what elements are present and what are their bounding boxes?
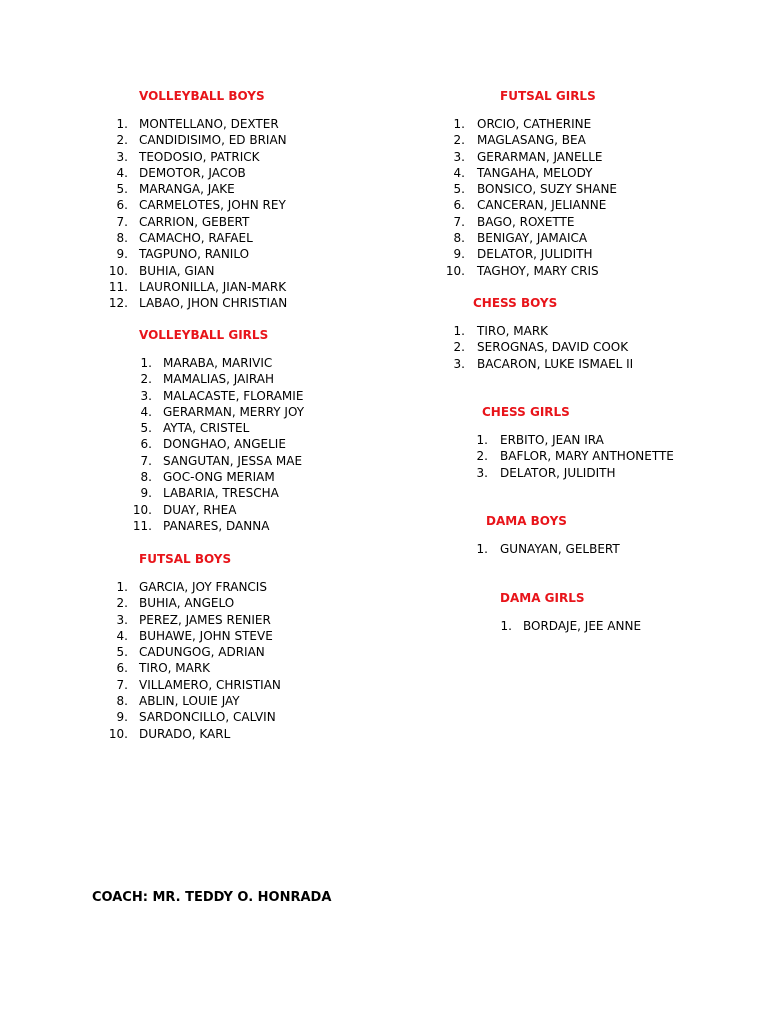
player-name: DUAY, RHEA [163,502,237,517]
player-number: 8. [140,470,152,485]
player-name: DONGHAO, ANGELIE [163,437,286,452]
player-number: 1. [476,542,488,556]
player-name: TANGAHA, MELODY [477,165,593,180]
player-name: MALACASTE, FLORAMIE [163,388,304,403]
player-name: ERBITO, JEAN IRA [500,433,604,447]
player-name: TIRO, MARK [139,661,211,676]
player-number: 12. [108,296,128,311]
player-name: DEMOTOR, JACOB [139,165,246,180]
player-name: GOC-ONG MERIAM [163,470,275,485]
player-name: LAURONILLA, JIAN-MARK [139,279,287,294]
player-name: BAGO, ROXETTE [477,214,575,229]
player-number: 10. [445,263,465,278]
section-title: VOLLEYBALL BOYS [139,89,265,103]
player-name: BAFLOR, MARY ANTHONETTE [500,449,674,464]
player-name: MAGLASANG, BEA [477,133,586,148]
player-name: BUHIA, ANGELO [139,596,235,611]
player-name: TEODOSIO, PATRICK [139,149,260,164]
player-number: 1. [500,619,512,633]
player-name: SANGUTAN, JESSA MAE [163,453,303,468]
player-number: 1. [453,324,465,338]
player-number: 1. [116,117,128,131]
player-number: 2. [453,133,465,148]
player-number: 11. [132,518,152,533]
player-number: 6. [116,198,128,213]
player-name: TIRO, MARK [477,324,549,338]
coach-line: COACH: MR. TEDDY O. HONRADA [92,890,332,905]
player-number: 7. [116,214,128,229]
player-name: MARANGA, JAKE [139,182,235,197]
player-name: LABARIA, TRESCHA [163,486,279,501]
player-number: 5. [140,421,152,436]
player-number: 7. [116,677,128,692]
player-number: 8. [453,231,465,246]
player-number: 8. [116,694,128,709]
player-number: 5. [453,182,465,197]
player-number: 3. [140,388,152,403]
player-name: DURADO, KARL [139,726,231,741]
player-number: 6. [116,661,128,676]
player-number: 9. [116,710,128,725]
player-name: MAMALIAS, JAIRAH [163,372,274,387]
section-title: CHESS BOYS [473,296,558,310]
player-number: 1. [476,433,488,447]
player-number: 2. [453,340,465,355]
player-name: BENIGAY, JAMAICA [477,231,588,246]
player-number: 6. [140,437,152,452]
player-number: 1. [140,356,152,370]
player-name: BONSICO, SUZY SHANE [477,182,618,197]
player-name: ORCIO, CATHERINE [477,117,592,131]
player-name: MONTELLANO, DEXTER [139,117,279,131]
player-number: 3. [116,149,128,164]
player-name: BORDAJE, JEE ANNE [523,619,642,633]
player-name: MARABA, MARIVIC [163,356,273,370]
player-name: CARMELOTES, JOHN REY [139,198,286,213]
player-number: 10. [132,502,152,517]
player-name: CARRION, GEBERT [139,214,250,229]
player-number: 7. [140,453,152,468]
player-number: 7. [453,214,465,229]
player-name: VILLAMERO, CHRISTIAN [139,677,281,692]
player-number: 1. [116,580,128,594]
player-number: 4. [116,165,128,180]
player-number: 5. [116,182,128,197]
player-number: 2. [140,372,152,387]
player-number: 10. [108,726,128,741]
player-name: BACARON, LUKE ISMAEL II [477,356,634,371]
player-name: GARCIA, JOY FRANCIS [139,580,267,594]
player-name: BUHIA, GIAN [139,263,215,278]
player-number: 2. [116,133,128,148]
player-number: 4. [453,165,465,180]
player-number: 2. [476,449,488,464]
section-title: FUTSAL BOYS [139,552,232,566]
player-number: 11. [108,279,128,294]
section-title: DAMA BOYS [486,514,567,528]
section-title: VOLLEYBALL GIRLS [139,328,269,342]
player-number: 3. [453,356,465,371]
player-name: LABAO, JHON CHRISTIAN [139,296,288,311]
section-title: CHESS GIRLS [482,405,570,419]
player-name: DELATOR, JULIDITH [477,247,593,262]
player-name: SARDONCILLO, CALVIN [139,710,276,725]
player-number: 9. [116,247,128,262]
player-number: 1. [453,117,465,131]
player-number: 4. [116,628,128,643]
player-name: AYTA, CRISTEL [163,421,250,436]
player-name: TAGPUNO, RANILO [139,247,250,262]
player-name: PEREZ, JAMES RENIER [139,612,271,627]
player-name: CAMACHO, RAFAEL [139,231,253,246]
player-number: 3. [116,612,128,627]
player-name: TAGHOY, MARY CRIS [477,263,599,278]
player-number: 6. [453,198,465,213]
player-number: 10. [108,263,128,278]
player-number: 2. [116,596,128,611]
player-number: 4. [140,404,152,419]
player-name: CANDIDISIMO, ED BRIAN [139,133,287,148]
player-name: ABLIN, LOUIE JAY [139,694,240,709]
player-number: 3. [476,465,488,480]
player-number: 9. [140,486,152,501]
section-title: DAMA GIRLS [500,591,585,605]
player-name: DELATOR, JULIDITH [500,465,616,480]
player-name: CADUNGOG, ADRIAN [139,645,265,660]
player-number: 3. [453,149,465,164]
section-title: FUTSAL GIRLS [500,89,596,103]
player-number: 5. [116,645,128,660]
player-name: GUNAYAN, GELBERT [500,542,620,556]
player-name: GERARMAN, MERRY JOY [163,404,305,419]
player-number: 8. [116,231,128,246]
player-number: 9. [453,247,465,262]
player-name: SEROGNAS, DAVID COOK [477,340,629,355]
player-name: GERARMAN, JANELLE [477,149,603,164]
player-name: PANARES, DANNA [163,518,270,533]
player-name: BUHAWE, JOHN STEVE [139,628,273,643]
player-name: CANCERAN, JELIANNE [477,198,607,213]
